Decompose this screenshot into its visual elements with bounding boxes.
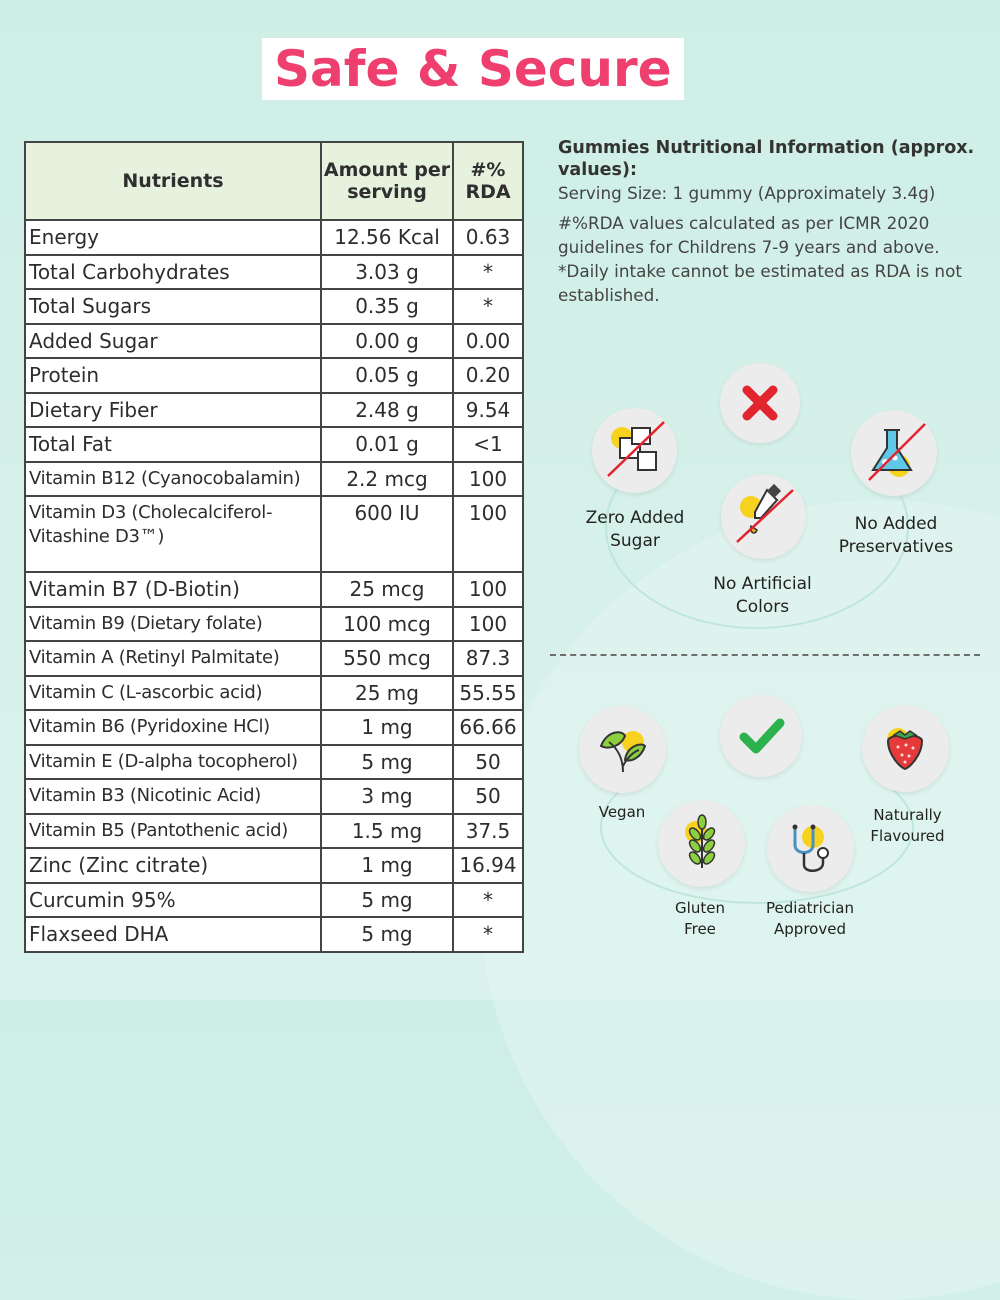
title-banner [262,38,684,100]
no-preservatives-badge [851,410,937,496]
nutrient-name: Vitamin D3 (Cholecalciferol-Vitashine D3™) [25,496,321,572]
vegan-label: Vegan [598,803,646,821]
table-row [25,289,523,324]
pediatrician-badge [767,805,854,892]
nutrient-name: Vitamin B6 (Pyridoxine HCl) [25,710,321,745]
amount-value: 25 mg [321,676,453,711]
rda-value: 100 [453,572,523,607]
rda-value: * [453,289,523,324]
header-amount: Amount per serving [321,142,453,220]
table-row [25,462,523,497]
table-row [25,607,523,642]
rda-value: 0.00 [453,324,523,359]
naturally-flavoured-badge [862,705,949,792]
amount-value: 0.35 g [321,289,453,324]
nutrient-name: Protein [25,358,321,393]
table-row [25,427,523,462]
sugar-cubes-crossed-icon [592,408,677,493]
gluten-free-label: Gluten Free [675,899,725,938]
rda-value: * [453,883,523,918]
pediatrician-label: Pediatrician Approved [766,899,854,938]
table-row [25,917,523,952]
table-body [25,220,523,952]
strawberry-icon [862,705,949,792]
flask-crossed-icon [851,410,937,496]
rda-value: 66.66 [453,710,523,745]
table-row [25,848,523,883]
table-row [25,358,523,393]
header-nutrients: Nutrients [25,142,321,220]
amount-value: 1 mg [321,848,453,883]
rda-value: 100 [453,496,523,572]
rda-value: 50 [453,779,523,814]
rda-value: <1 [453,427,523,462]
amount-value: 0.01 g [321,427,453,462]
vegan-badge [579,706,666,793]
table-row [25,641,523,676]
no-colors-label: No Artificial Colors [713,574,812,617]
nutrient-name: Vitamin B9 (Dietary folate) [25,607,321,642]
amount-value: 5 mg [321,883,453,918]
section-divider [550,654,980,656]
nutrient-name: Vitamin A (Retinyl Palmitate) [25,641,321,676]
table-row [25,814,523,849]
rda-value: 16.94 [453,848,523,883]
rda-value: * [453,255,523,290]
amount-value: 25 mcg [321,572,453,607]
zero-sugar-badge [592,408,677,493]
amount-value: 12.56 Kcal [321,220,453,255]
table-row [25,572,523,607]
amount-value: 0.05 g [321,358,453,393]
table-row [25,255,523,290]
nutrition-info [558,137,983,307]
stethoscope-icon [767,805,854,892]
amount-value: 3 mg [321,779,453,814]
red-cross-icon [720,363,800,443]
amount-value: 550 mcg [321,641,453,676]
table-row [25,883,523,918]
amount-value: 3.03 g [321,255,453,290]
table-row [25,676,523,711]
nutrient-name: Added Sugar [25,324,321,359]
table-row [25,779,523,814]
nutrient-name: Vitamin B7 (D-Biotin) [25,572,321,607]
naturally-flavoured-label: Naturally Flavoured [870,806,945,845]
amount-value: 600 IU [321,496,453,572]
leaf-icon [579,706,666,793]
nutrient-name: Energy [25,220,321,255]
amount-value: 100 mcg [321,607,453,642]
table-row [25,710,523,745]
amount-value: 1.5 mg [321,814,453,849]
nutrition-table [24,141,524,953]
green-check-badge [720,695,802,777]
nutrient-name: Vitamin B3 (Nicotinic Acid) [25,779,321,814]
amount-value: 2.2 mcg [321,462,453,497]
green-check-icon [720,695,802,777]
nutrient-name: Zinc (Zinc citrate) [25,848,321,883]
table-row [25,324,523,359]
serving-size: Serving Size: 1 gummy (Approximately 3.4g) [558,183,936,203]
table-row [25,496,523,572]
rda-value: 9.54 [453,393,523,428]
table-row [25,393,523,428]
page-title: Safe & Secure [274,40,672,98]
nutrient-name: Total Sugars [25,289,321,324]
rda-value: 55.55 [453,676,523,711]
dropper-crossed-icon [721,474,806,559]
rda-note: #%RDA values calculated as per ICMR 2020 guidelines for Childrens 7-9 years and above. [558,213,940,257]
nutrient-name: Vitamin B12 (Cyanocobalamin) [25,462,321,497]
red-cross-badge [720,363,800,443]
no-colors-badge [721,474,806,559]
table-row [25,745,523,780]
amount-value: 5 mg [321,917,453,952]
info-heading: Gummies Nutritional Information (approx. values): [558,138,975,180]
zero-sugar-label: Zero Added Sugar [585,508,685,551]
nutrient-name: Total Carbohydrates [25,255,321,290]
amount-value: 1 mg [321,710,453,745]
nutrient-name: Vitamin C (L-ascorbic acid) [25,676,321,711]
rda-value: 0.20 [453,358,523,393]
rda-value: 0.63 [453,220,523,255]
nutrient-name: Total Fat [25,427,321,462]
rda-value: 50 [453,745,523,780]
rda-value: * [453,917,523,952]
amount-value: 5 mg [321,745,453,780]
table-row [25,220,523,255]
no-preservatives-label: No Added Preservatives [838,514,954,557]
rda-value: 100 [453,462,523,497]
nutrient-name: Curcumin 95% [25,883,321,918]
amount-value: 2.48 g [321,393,453,428]
nutrient-name: Flaxseed DHA [25,917,321,952]
nutrient-name: Dietary Fiber [25,393,321,428]
table-header-row [25,142,523,220]
amount-value: 0.00 g [321,324,453,359]
rda-value: 100 [453,607,523,642]
nutrient-name: Vitamin E (D-alpha tocopherol) [25,745,321,780]
rda-value: 87.3 [453,641,523,676]
rda-value: 37.5 [453,814,523,849]
daily-intake-note: *Daily intake cannot be estimated as RDA is not established. [558,261,962,305]
header-rda: #% RDA [453,142,523,220]
nutrient-name: Vitamin B5 (Pantothenic acid) [25,814,321,849]
